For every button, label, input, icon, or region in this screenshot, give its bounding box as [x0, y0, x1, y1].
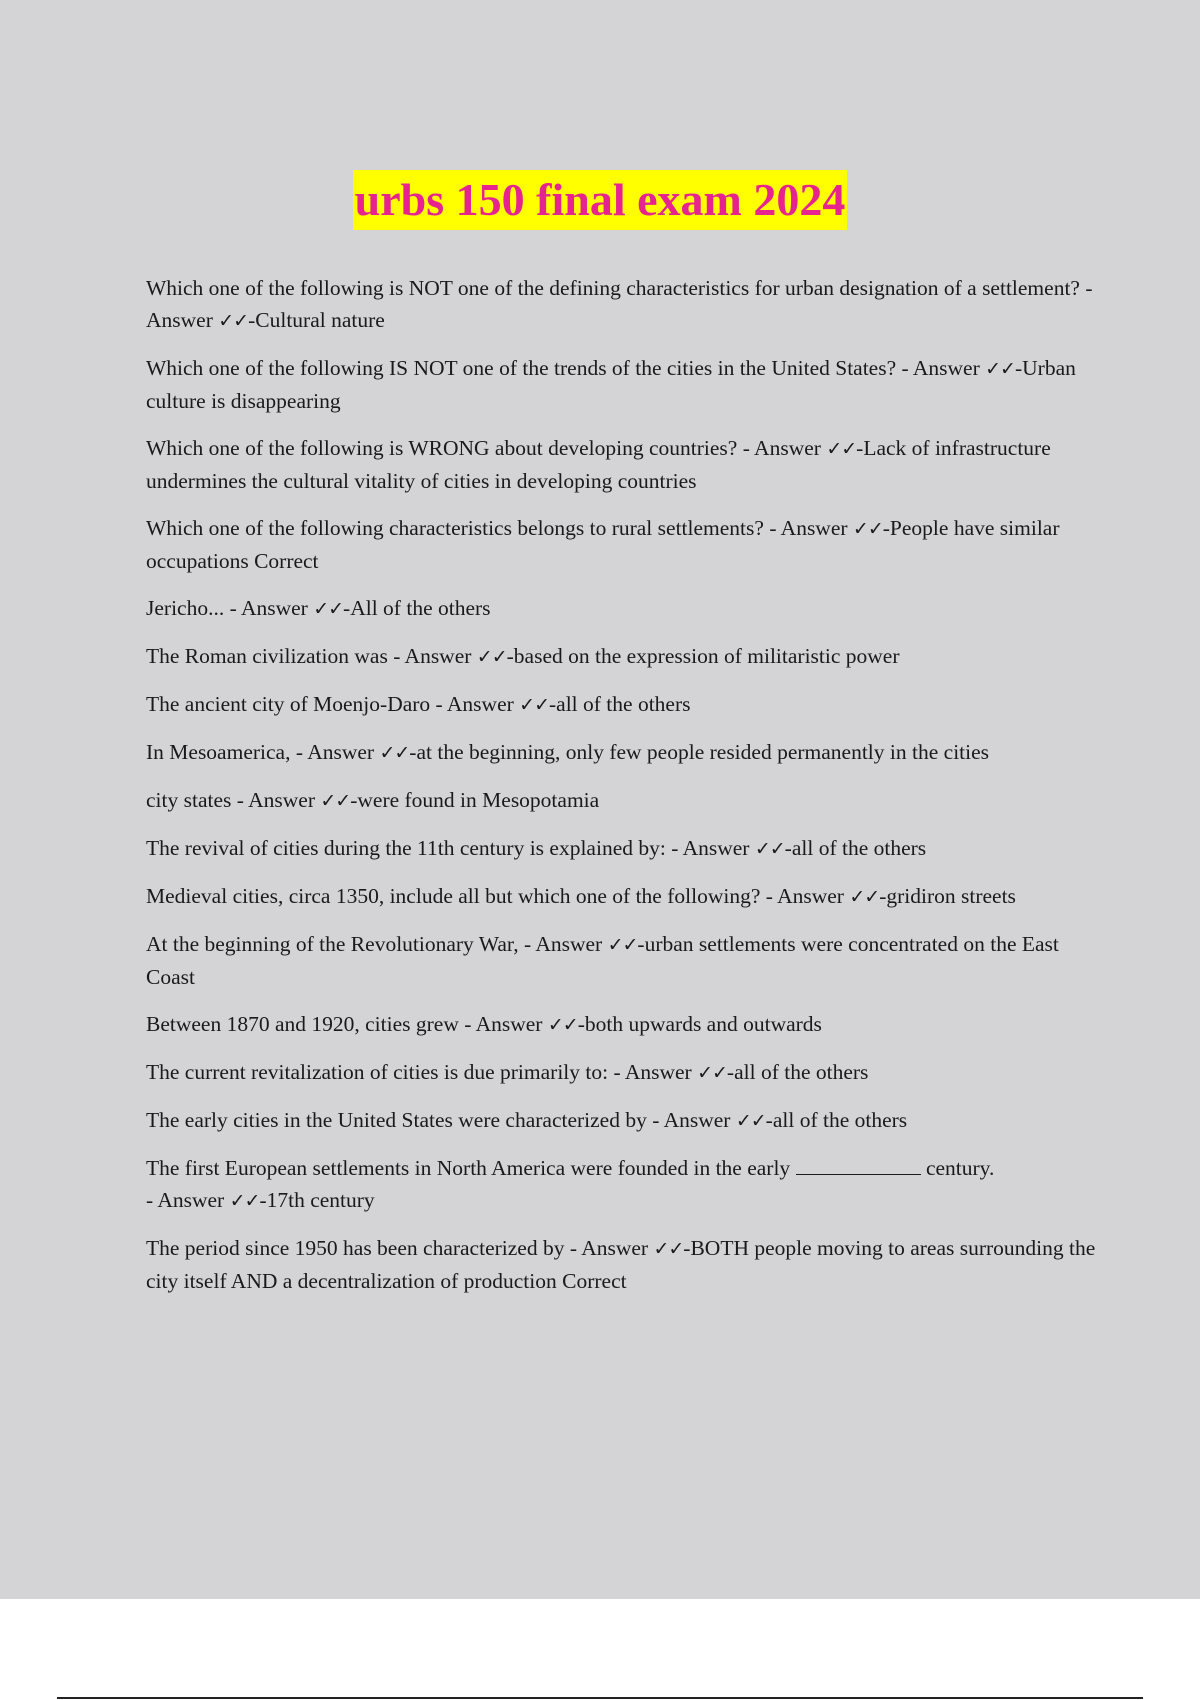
qa-item — [146, 432, 1096, 497]
answer-separator: - Answer — [146, 1188, 230, 1212]
qa-item — [146, 512, 1096, 577]
double-check-icon: ✓✓ — [320, 790, 351, 812]
double-check-icon: ✓✓ — [653, 1238, 684, 1260]
qa-item — [146, 1152, 1096, 1217]
answer-separator: - Answer — [646, 1108, 736, 1132]
question-text: Between 1870 and 1920, cities grew — [146, 1012, 459, 1036]
double-check-icon: ✓✓ — [547, 1014, 578, 1036]
double-check-icon: ✓✓ — [852, 518, 883, 540]
qa-item — [146, 592, 1096, 625]
answer-separator: - Answer — [458, 1012, 548, 1036]
double-check-icon: ✓✓ — [313, 598, 344, 620]
answer-text: -were found in Mesopotamia — [350, 788, 600, 812]
double-check-icon: ✓✓ — [754, 838, 785, 860]
question-text: Which one of the following characteristics belongs to rural settlements? — [146, 516, 764, 540]
answer-text: -BOTH people moving to areas surrounding the city itself AND a decentralization of production Correct — [146, 1236, 1096, 1293]
answer-separator: - Answer — [564, 1236, 654, 1260]
question-text: The revival of cities during the 11th century is explained by: — [146, 836, 666, 860]
double-check-icon: ✓✓ — [697, 1062, 727, 1084]
question-answer-list — [146, 272, 1096, 1312]
document-title: urbs 150 final exam 2024 — [353, 170, 848, 230]
qa-item — [146, 1232, 1096, 1297]
qa-item — [146, 880, 1096, 913]
answer-separator: - Answer — [387, 644, 477, 668]
answer-text: -urban settlements were concentrated on the East Coast — [146, 932, 1059, 989]
answer-separator: - Answer — [518, 932, 608, 956]
footer-divider — [57, 1697, 1143, 1699]
qa-item — [146, 352, 1096, 417]
answer-separator: - Answer — [737, 436, 827, 460]
qa-item — [146, 784, 1096, 817]
question-text: The early cities in the United States were characterized by — [146, 1108, 647, 1132]
answer-text: -all of the others — [726, 1060, 869, 1084]
question-text: Medieval cities, circa 1350, include all but which one of the following? — [146, 884, 761, 908]
question-text: Jericho... — [146, 596, 225, 620]
question-text: Which one of the following is WRONG about developing countries? — [146, 436, 738, 460]
qa-item — [146, 928, 1096, 993]
answer-separator: - Answer — [665, 836, 755, 860]
question-text: The ancient city of Moenjo-Daro — [146, 692, 431, 716]
double-check-icon: ✓✓ — [379, 742, 410, 764]
answer-separator: - Answer — [290, 740, 380, 764]
answer-separator: - Answer — [763, 516, 853, 540]
question-text: The Roman civilization was — [146, 644, 388, 668]
question-text: The current revitalization of cities is due primarily to: — [146, 1060, 609, 1084]
double-check-icon: ✓✓ — [519, 694, 549, 716]
question-text: In Mesoamerica, — [146, 740, 291, 764]
answer-separator: - Answer — [231, 788, 321, 812]
qa-item — [146, 1056, 1096, 1089]
qa-item — [146, 272, 1096, 337]
answer-text: -17th century — [259, 1188, 375, 1212]
title-container — [0, 170, 1200, 230]
answer-text: -Urban culture is disappearing — [146, 356, 1076, 413]
qa-item — [146, 688, 1096, 721]
answer-text: -all of the others — [549, 692, 691, 716]
question-text-after-blank: century. — [925, 1156, 995, 1180]
double-check-icon: ✓✓ — [985, 358, 1015, 380]
answer-text: -based on the expression of militaristic power — [506, 644, 900, 668]
question-text: Which one of the following is NOT one of the defining characteristics for urban designation of a settlement? — [146, 276, 1080, 300]
double-check-icon: ✓✓ — [735, 1110, 766, 1132]
qa-item — [146, 1104, 1096, 1137]
answer-text: -People have similar occupations Correct — [146, 516, 1060, 573]
question-text-before-blank: The first European settlements in North America were founded in the early — [146, 1156, 791, 1180]
answer-text: -at the beginning, only few people resided permanently in the cities — [409, 740, 990, 764]
answer-text: -Lack of infrastructure undermines the cultural vitality of cities in developing countries — [146, 436, 1051, 493]
answer-text: -both upwards and outwards — [577, 1012, 822, 1036]
answer-text: -gridiron streets — [879, 884, 1016, 908]
qa-item — [146, 1008, 1096, 1041]
double-check-icon: ✓✓ — [607, 934, 638, 956]
double-check-icon: ✓✓ — [826, 438, 857, 460]
answer-separator: - Answer — [608, 1060, 698, 1084]
fill-in-blank — [796, 1152, 921, 1175]
answer-separator: - Answer — [896, 356, 986, 380]
qa-item — [146, 640, 1096, 673]
answer-separator: - Answer — [430, 692, 520, 716]
question-text: Which one of the following IS NOT one of the trends of the cities in the United States? — [146, 356, 897, 380]
double-check-icon: ✓✓ — [218, 310, 249, 332]
qa-item — [146, 832, 1096, 865]
question-text: At the beginning of the Revolutionary War, — [146, 932, 519, 956]
answer-text: -all of the others — [765, 1108, 908, 1132]
answer-text: -All of the others — [343, 596, 491, 620]
answer-text: -Cultural nature — [248, 308, 385, 332]
answer-text: -all of the others — [784, 836, 927, 860]
qa-item — [146, 736, 1096, 769]
double-check-icon: ✓✓ — [229, 1190, 260, 1212]
answer-separator: - Answer — [146, 276, 1093, 332]
question-text: city states — [146, 788, 232, 812]
question-text: The period since 1950 has been characterized by — [146, 1236, 565, 1260]
answer-separator: - Answer — [224, 596, 314, 620]
answer-separator: - Answer — [760, 884, 850, 908]
double-check-icon: ✓✓ — [849, 886, 880, 908]
double-check-icon: ✓✓ — [476, 646, 507, 668]
